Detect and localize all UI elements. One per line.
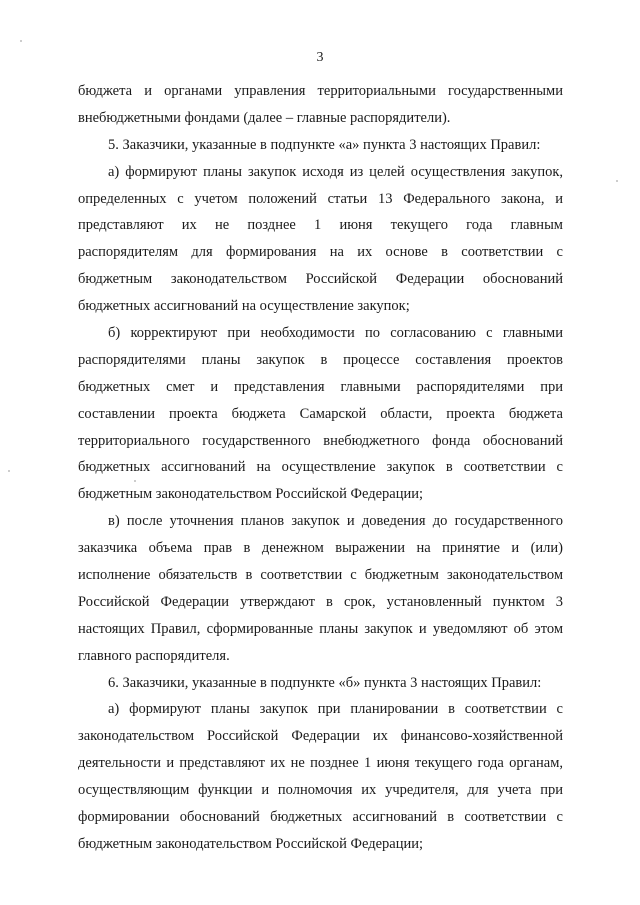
text-line: бюджета и органами управления территориальными государственными <box>78 83 563 99</box>
text-line: бюджетных ассигнований на осуществление закупок в соответствии с <box>78 459 563 476</box>
text-line: главного распорядителя. <box>78 647 230 664</box>
scan-artifact <box>616 180 618 182</box>
scan-artifact <box>8 470 10 472</box>
text-line: б) корректируют при необходимости по согласованию с главными <box>108 325 563 342</box>
text-line: бюджетным законодательством Российской Федерации; <box>78 486 424 503</box>
text-line: бюджетным законодательством Российской Федерации обоснований <box>78 271 563 288</box>
text-line: настоящих Правил, сформированные планы закупок и уведомляют об этом <box>78 620 563 637</box>
text-line: а) формируют планы закупок исходя из целей осуществления закупок, <box>108 163 563 180</box>
paragraph <box>78 78 563 132</box>
text-line: представляют их не позднее 1 июня текущего года главным <box>78 217 563 234</box>
scan-artifact <box>134 480 136 482</box>
scan-artifact <box>20 40 22 42</box>
text-line: территориального государственного внебюджетного фонда обоснований <box>78 432 563 449</box>
paragraph <box>78 320 563 508</box>
text-line: осуществляющим функции и полномочия их учредителя, для учета при <box>78 782 563 799</box>
text-line: бюджетных смет и представления главными распорядителями при <box>78 378 563 395</box>
text-line: Российской Федерации утверждают в срок, установленный пунктом 3 <box>78 593 563 610</box>
paragraph <box>78 508 563 669</box>
text-line: формировании обоснований бюджетных ассигнований в соответствии с <box>78 809 563 826</box>
text-line: распорядителями планы закупок в процессе составления проектов <box>78 351 563 368</box>
text-line: а) формируют планы закупок при планировании в соответствии с <box>108 701 563 718</box>
document-body <box>78 78 563 858</box>
text-line: заказчика объема прав в денежном выражении на принятие и (или) <box>78 540 563 557</box>
text-line: определенных с учетом положений статьи 13 Федерального закона, и <box>78 190 563 207</box>
text-line: исполнение обязательств в соответствии с бюджетным законодательством <box>78 567 563 584</box>
text-line: в) после уточнения планов закупок и доведения до государственного <box>108 513 563 530</box>
text-line: 6. Заказчики, указанные в подпункте «б» пункта 3 настоящих Правил: <box>108 674 542 691</box>
text-line: бюджетным законодательством Российской Федерации; <box>78 835 424 852</box>
paragraph <box>78 670 563 697</box>
paragraph <box>78 159 563 320</box>
text-line: деятельности и представляют их не позднее 1 июня текущего года органам, <box>78 755 563 772</box>
text-line: законодательством Российской Федерации их финансово-хозяйственной <box>78 728 563 745</box>
text-line: составлении проекта бюджета Самарской области, проекта бюджета <box>78 405 563 422</box>
paragraph <box>78 132 563 159</box>
text-line: 5. Заказчики, указанные в подпункте «а» пункта 3 настоящих Правил: <box>108 136 541 153</box>
text-line: бюджетных ассигнований на осуществление закупок; <box>78 298 410 315</box>
text-line: внебюджетными фондами (далее – главные распорядители). <box>78 109 451 126</box>
page-number: 3 <box>316 50 324 65</box>
text-line: распорядителям для формирования на их основе в соответствии с <box>78 244 563 261</box>
paragraph <box>78 696 563 857</box>
